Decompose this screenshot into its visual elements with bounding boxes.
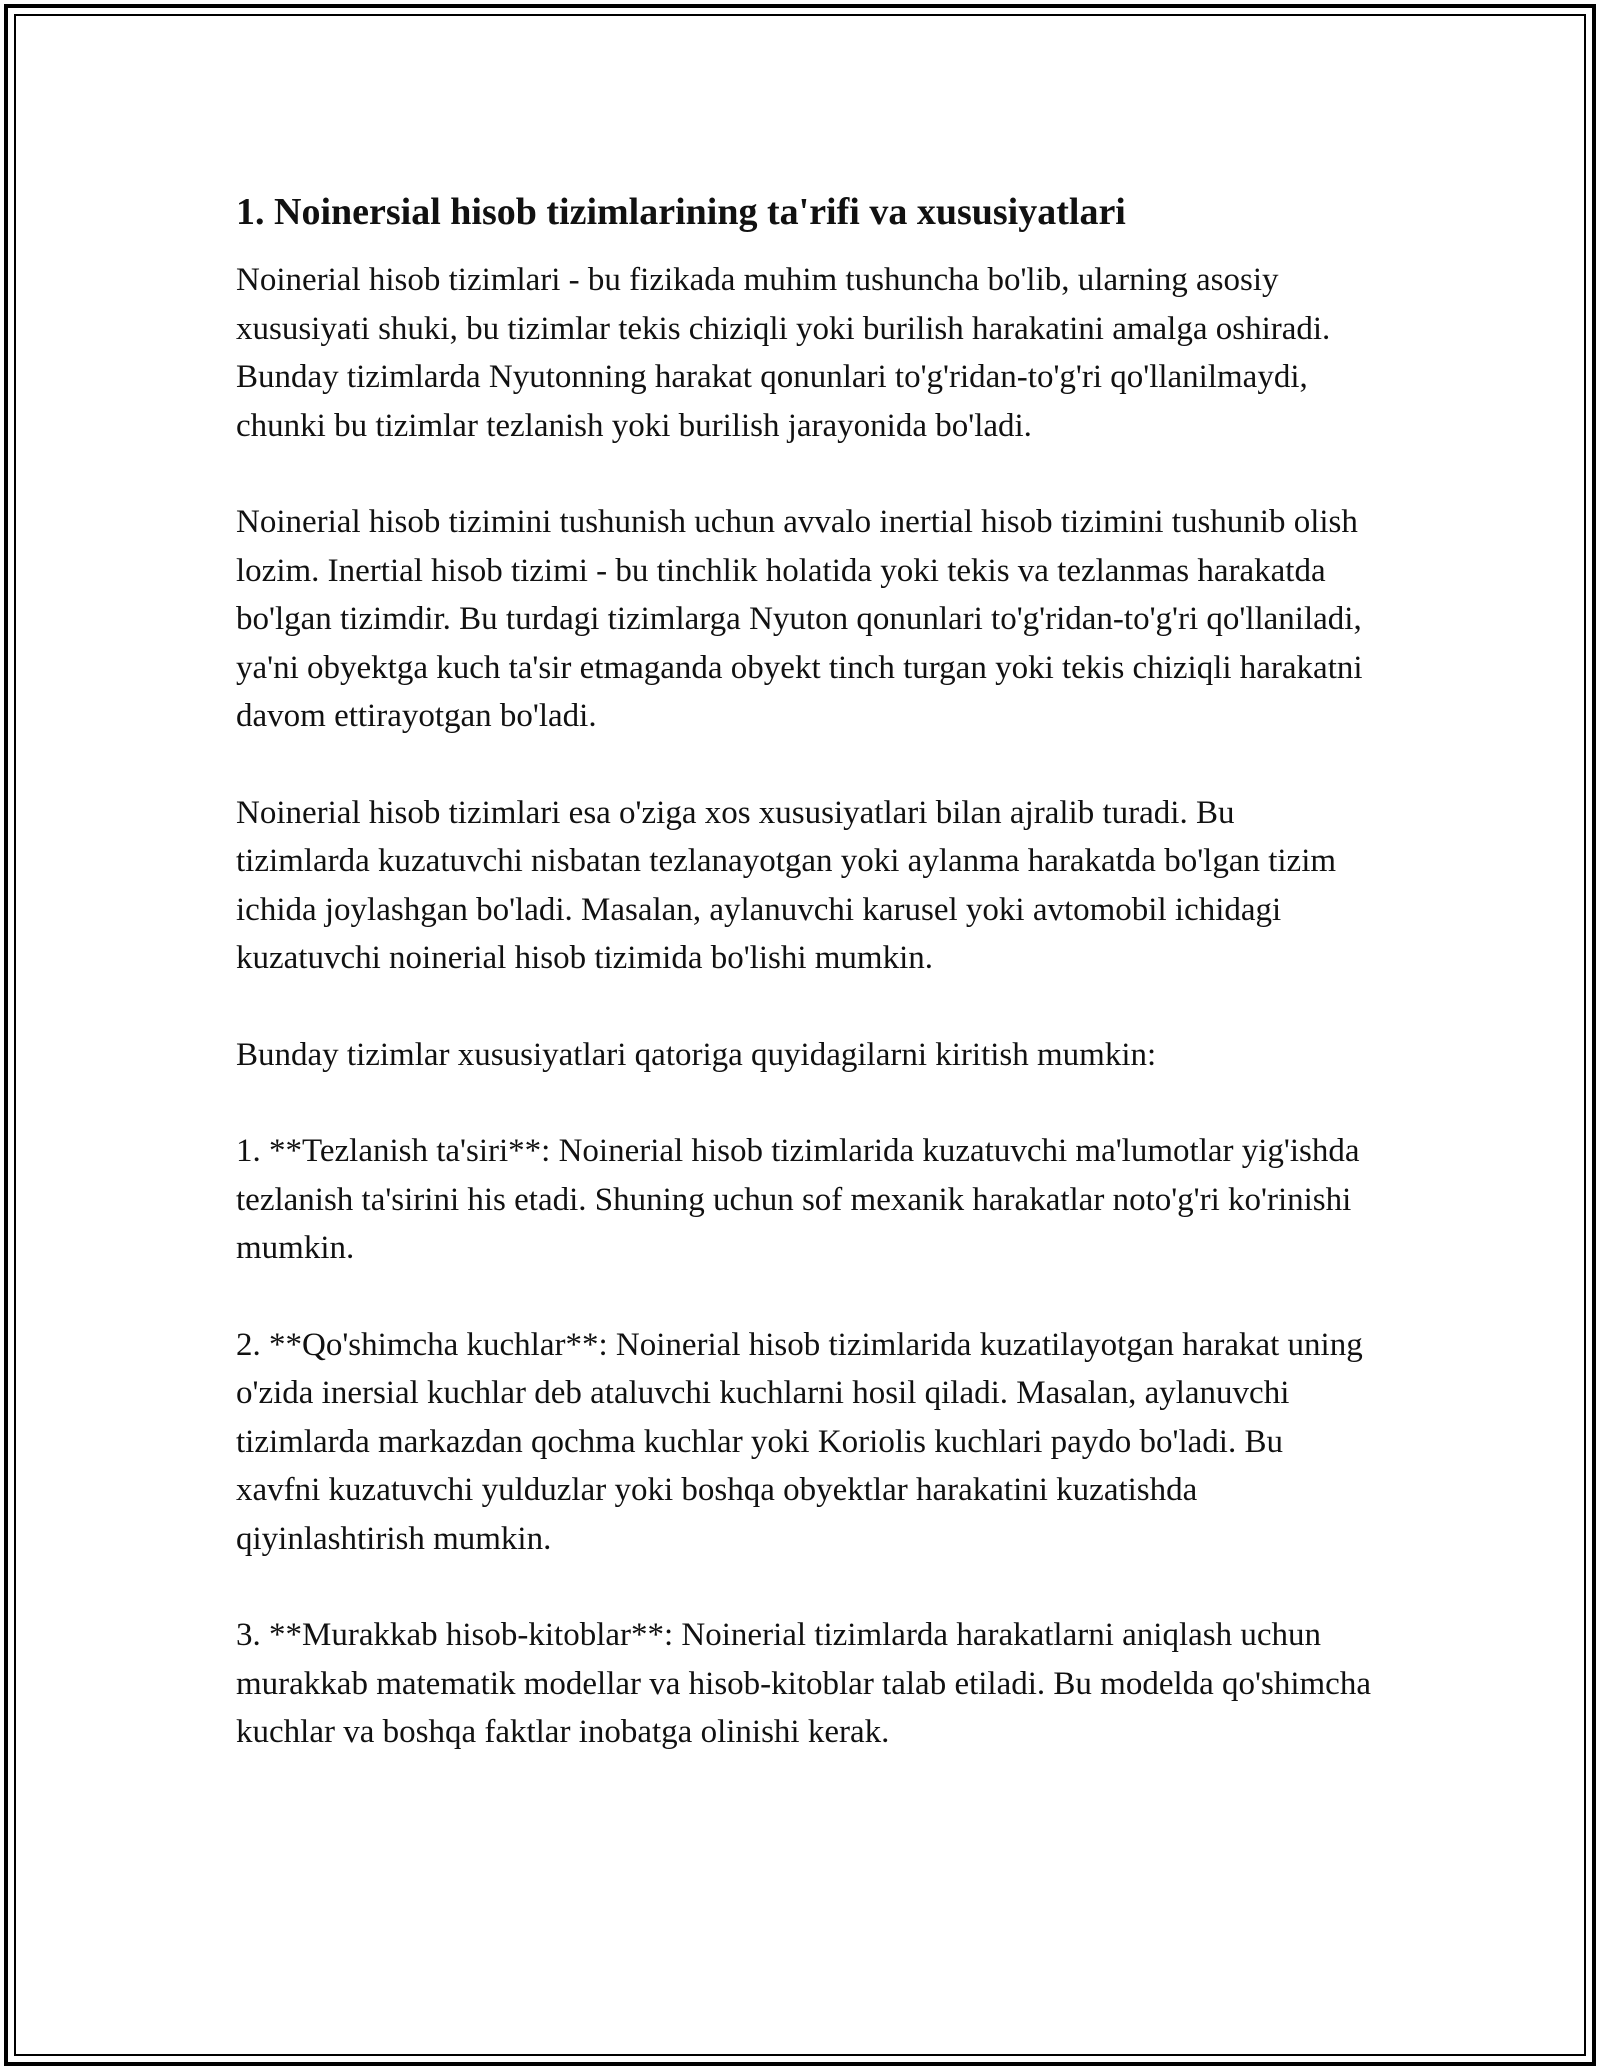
document-body — [236, 186, 1371, 1805]
paragraph-inertial: Noinerial hisob tizimini tushunish uchun avvalo inertial hisob tizimini tushunib olish lozim. Inertial hisob tizimi - bu tinchlik holatida yoki tekis va tezlanmas harakatda bo'lgan tizimdir. Bu turdagi tizimlarga Nyuton qonunlari to'g'ridan-to'g'ri qo'llaniladi, ya'ni obyektga kuch ta'sir etmaganda obyekt tinch turgan yoki tekis chiziqli harakatni davom ettirayotgan bo'ladi. — [236, 504, 1363, 734]
paragraph-definition: Noinerial hisob tizimlari - bu fizikada muhim tushuncha bo'lib, ularning asosiy xususiyati shuki, bu tizimlar tekis chiziqli yoki burilish harakatini amalga oshiradi. Bunday tizimlarda Nyutonning harakat qonunlari to'g'ridan-to'g'ri qo'llanilmaydi, chunki bu tizimlar tezlanish yoki burilish jarayonida bo'ladi. — [236, 262, 1331, 444]
paragraph-noninertial: Noinerial hisob tizimlari esa o'ziga xos xususiyatlari bilan ajralib turadi. Bu tizimlarda kuzatuvchi nisbatan tezlanayotgan yoki aylanma harakatda bo'lgan tizim ichida joylashgan bo'ladi. Masalan, aylanuvchi karusel yoki avtomobil ichidagi kuzatuvchi noinerial hisob tizimida bo'lishi mumkin. — [236, 794, 1337, 976]
list-item-extra-forces: 2. **Qo'shimcha kuchlar**: Noinerial hisob tizimlarida kuzatilayotgan harakat uning o'zida inersial kuchlar deb ataluvchi kuchlarni hosil qiladi. Masalan, aylanuvchi tizimlarda markazdan qochma kuchlar yoki Koriolis kuchlari paydo bo'ladi. Bu xavfni kuzatuvchi yulduzlar yoki boshqa obyektlar harakatini kuzatishda qiyinlashtirish mumkin. — [236, 1326, 1363, 1557]
list-item-complex-calculations: 3. **Murakkab hisob-kitoblar**: Noinerial tizimlarda harakatlarni aniqlash uchun murakkab matematik modellar va hisob-kitoblar talab etiladi. Bu modelda qo'shimcha kuchlar va boshqa faktlar inobatga olinishi kerak. — [236, 1617, 1371, 1750]
paragraph-properties-intro: Bunday tizimlar xususiyatlari qatoriga quyidagilarni kiritish mumkin: — [236, 1036, 1157, 1073]
list-item-acceleration: 1. **Tezlanish ta'siri**: Noinerial hisob tizimlarida kuzatuvchi ma'lumotlar yig'ishda tezlanish ta'sirini his etadi. Shuning uchun sof mexanik harakatlar noto'g'ri ko'rinishi mumkin. — [236, 1133, 1360, 1266]
section-title: 1. Noinersial hisob tizimlarining ta'rifi va xususiyatlari — [236, 191, 1126, 233]
